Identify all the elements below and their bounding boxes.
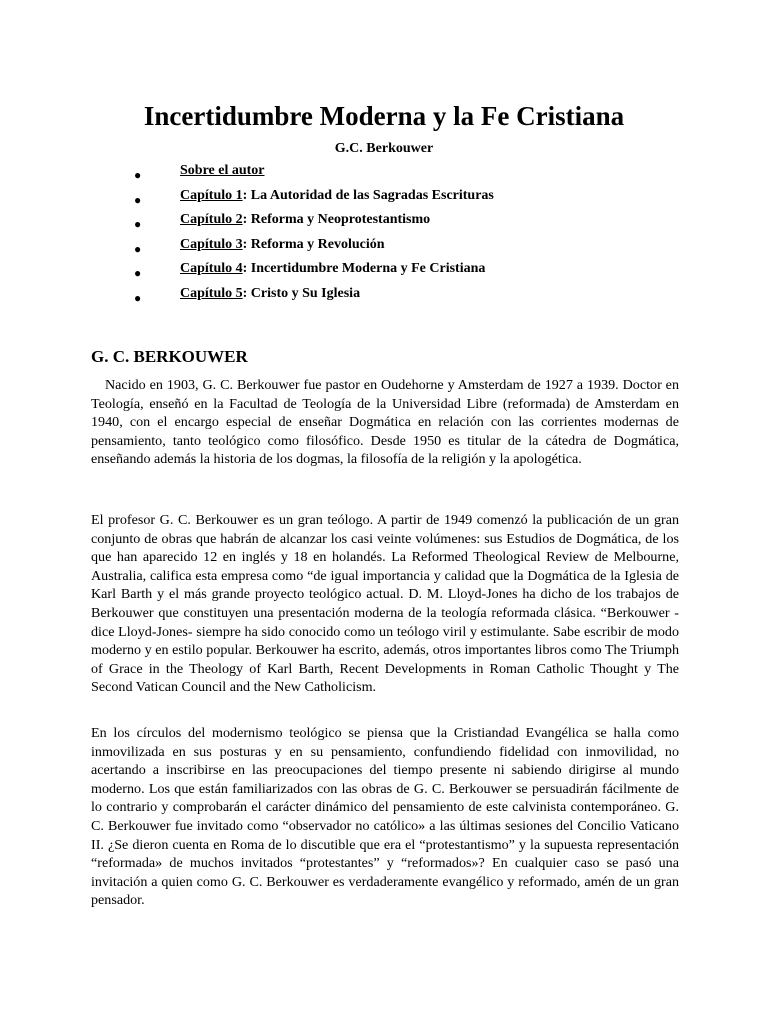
toc-link-chapter-2[interactable]: Capítulo 2	[180, 212, 243, 228]
bullet-icon: ●	[134, 168, 142, 182]
toc-link-chapter-3[interactable]: Capítulo 3	[180, 236, 243, 252]
toc-item-title: : Cristo y Su Iglesia	[242, 285, 361, 301]
bullet-icon: ●	[134, 217, 142, 232]
bullet-icon: ●	[134, 192, 142, 207]
bullet-icon: ●	[134, 266, 142, 281]
bullet-icon: ●	[134, 290, 142, 305]
body-paragraph: Nacido en 1903, G. C. Berkouwer fue pastor en Oudehorne y Amsterdam de 1927 a 1939. Doctor en Teología, enseñó en la Facultad de Teología de la Universidad Libre (reformada) de Amsterdam en 1940, con el encargo especial de enseñar Dogmática en relación con las corrientes modernas de pensamiento, tanto teológico como filosófico. Desde 1950 es titular de la cátedra de Dogmática, enseñando además la historia de los dogmas, la filosofía de la religión y la apologética.	[91, 377, 679, 468]
toc-item-text	[180, 260, 485, 278]
toc-item-text	[180, 187, 494, 205]
toc-link-about-author[interactable]: Sobre el autor	[180, 163, 265, 178]
toc-item-title: : La Autoridad de las Sagradas Escrituras	[242, 187, 494, 203]
body-paragraph: En los círculos del modernismo teológico se piensa que la Cristiandad Evangélica se halla como inmovilizada en sus posturas y en su pensamiento, confundiendo fidelidad con inmovilidad, no acertando a inscribirse en las preocupaciones del tiempo presente ni sabiendo dirigirse al mundo moderno. Los que están familiarizados con las obras de G. C. Berkouwer se persuadirán fácilmente de lo contrario y comprobarán el carácter dinámico del pensamiento de este calvinista contemporáneo. G. C. Berkouwer fue invitado como “observador no católico» a las últimas sesiones del Concilio Vaticano II. ¿Se dieron cuenta en Roma de lo discutible que era el “protestantismo” y la supuesta representación “reformada» de muchos invitados “protestantes” y “reformados»? En cualquier caso se pasó una invitación a quien como G. C. Berkouwer es verdaderamente evangélico y reformado, amén de un gran pensador.	[91, 725, 679, 909]
toc-item-title: : Reforma y Revolución	[242, 236, 385, 252]
toc-link-chapter-1[interactable]: Capítulo 1	[180, 187, 243, 203]
toc-item-text	[180, 211, 430, 229]
toc-item-title: : Reforma y Neoprotestantismo	[242, 212, 431, 228]
toc-link-chapter-5[interactable]: Capítulo 5	[180, 285, 243, 301]
bullet-icon: ●	[134, 241, 142, 256]
toc-item-text	[180, 285, 360, 303]
toc-item-text	[180, 162, 265, 180]
document-title: Incertidumbre Moderna y la Fe Cristiana	[143, 101, 625, 131]
section-heading: G. C. BERKOUWER	[91, 347, 248, 366]
body-paragraph: El profesor G. C. Berkouwer es un gran teólogo. A partir de 1949 comenzó la publicación de un gran conjunto de obras que habrán de alcanzar los casi veinte volúmenes: sus Estudios de Dogmática, de los que han aparecido 12 en inglés y 18 en holandés. La Reformed Theological Review de Melbourne, Australia, califica esta empresa como “de igual importancia y calidad que la Dogmática de la Iglesia de Karl Barth y el más grande proyecto teológico actual. D. M. Lloyd-Jones ha dicho de los trabajos de Berkouwer que constituyen una presentación moderna de la teología reformada clásica. “Berkouwer -dice Lloyd-Jones- siempre ha sido conocido como un teólogo viril y estimulante. Sabe escribir de modo moderno y en estilo popular. Berkouwer ha escrito, además, otros importantes libros como The Triumph of Grace in the Theology of Karl Barth, Recent Developments in Roman Catholic Thought y The Second Vatican Council and the New Catholicism.	[91, 512, 679, 696]
toc-item-text	[180, 236, 385, 254]
toc-link-chapter-4[interactable]: Capítulo 4	[180, 261, 243, 277]
document-author: G.C. Berkouwer	[334, 141, 434, 156]
toc-item-title: : Incertidumbre Moderna y Fe Cristiana	[242, 261, 486, 277]
